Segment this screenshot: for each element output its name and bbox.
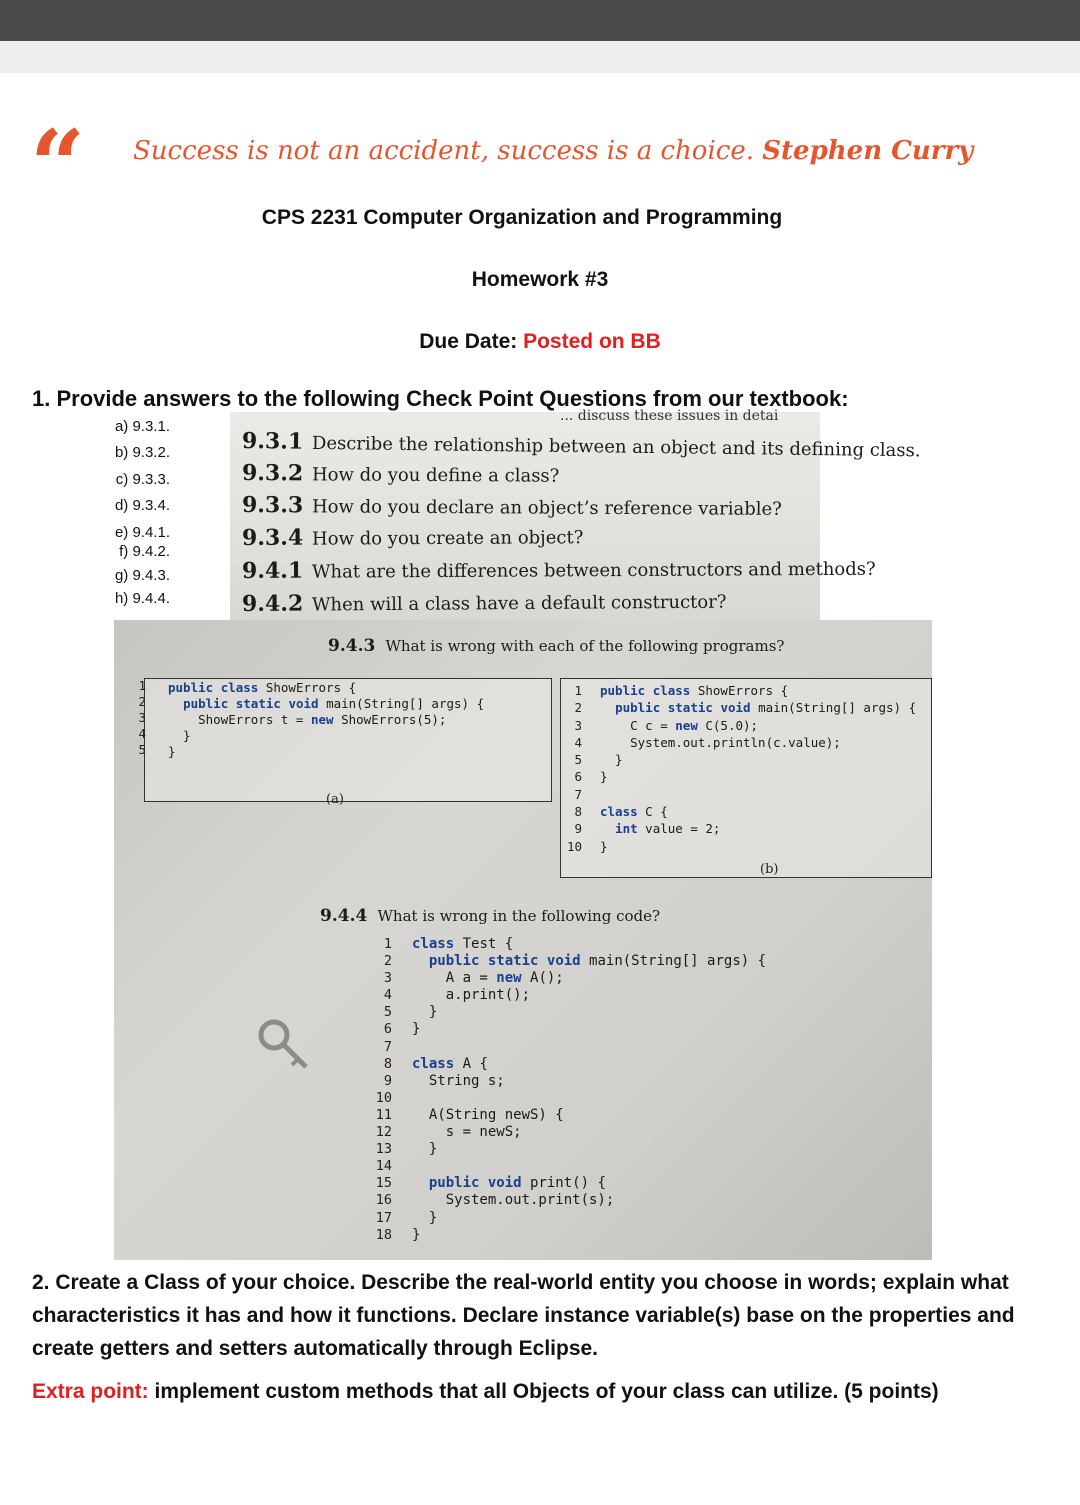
code-line: public static void main(String[] args) {	[183, 696, 485, 711]
code-line: s = newS;	[412, 1124, 522, 1141]
code-line: }	[600, 752, 623, 768]
code-line: }	[412, 1226, 421, 1243]
line-number: 2	[574, 700, 582, 716]
code-line: A(String newS) {	[412, 1106, 564, 1123]
code-line: public static void main(String[] args) {	[615, 700, 917, 716]
code-line	[412, 1158, 766, 1175]
code-line: C c = new C(5.0);	[600, 717, 759, 733]
line-number: 16	[375, 1192, 392, 1209]
key-icon	[254, 1015, 314, 1075]
extra-point-text: implement custom methods that all Objects of your class can utilize. (5 points)	[154, 1380, 939, 1403]
line-number: 5	[383, 1004, 392, 1021]
textbook-question-944	[320, 906, 660, 926]
code-line: public class ShowErrors {	[168, 680, 357, 695]
line-numbers-b	[566, 682, 582, 855]
list-item: e) 9.4.1.	[114, 524, 170, 541]
textbook-cutoff-text: ... discuss these issues in detai	[560, 408, 779, 424]
list-item: b) 9.3.2.	[114, 444, 170, 461]
line-number: 14	[375, 1158, 392, 1175]
line-numbers-c	[372, 936, 392, 1244]
question-text: How do you declare an object’s reference variable?	[311, 496, 782, 520]
question-2: 2. Create a Class of your choice. Describe the real-world entity you choose in words; explain what characteristics it has and how it functions. Declare instance variable(s) base on the properties and create getters and setters automatically through Eclipse.	[32, 1271, 1015, 1360]
code-line	[600, 786, 916, 803]
line-number: 8	[383, 1055, 392, 1072]
code-line: A a = new A();	[412, 970, 564, 987]
label-a: (a)	[326, 792, 344, 807]
line-number: 10	[566, 838, 582, 854]
line-number: 6	[383, 1021, 392, 1038]
list-item: c) 9.3.3.	[115, 471, 170, 488]
extra-point-label: Extra point:	[32, 1380, 149, 1403]
line-number: 2	[138, 694, 146, 709]
textbook-photo-main	[114, 620, 932, 1260]
list-item: h) 9.4.4.	[114, 590, 170, 607]
code-line: a.print();	[412, 987, 531, 1004]
line-number: 3	[383, 970, 392, 987]
code-line: public static void main(String[] args) {	[428, 953, 767, 970]
question-number: 9.3.3	[241, 492, 304, 519]
list-item: d) 9.3.4.	[114, 497, 170, 514]
code-line: System.out.print(s);	[412, 1192, 615, 1209]
code-line: }	[600, 769, 608, 785]
list-item: g) 9.4.3.	[114, 567, 170, 584]
textbook-question	[242, 523, 583, 551]
due-value: Posted on BB	[523, 330, 661, 353]
question-number: 9.4.1	[241, 557, 304, 584]
question-text: How do you create an object?	[311, 527, 584, 550]
code-line: }	[412, 1209, 438, 1226]
textbook-question	[242, 492, 782, 521]
line-number: 15	[375, 1175, 392, 1192]
code-c	[412, 936, 766, 1244]
line-number: 3	[138, 710, 146, 725]
line-number: 7	[383, 1038, 392, 1055]
code-line	[412, 1090, 766, 1107]
line-number: 4	[138, 726, 146, 741]
question-number: 9.3.2	[241, 460, 304, 487]
code-line: class Test {	[412, 936, 514, 952]
list-item: f) 9.4.2.	[119, 543, 170, 560]
course-title: CPS 2231 Computer Organization and Programming	[261, 206, 783, 229]
code-b	[600, 682, 916, 855]
quote-author: Stephen Curry	[762, 136, 974, 166]
line-number: 9	[574, 821, 582, 837]
question-text: When will a class have a default constructor?	[311, 591, 727, 616]
code-line: String s;	[412, 1072, 505, 1089]
line-number: 3	[574, 717, 582, 733]
list-item: a) 9.3.1.	[114, 418, 170, 435]
question-text: What is wrong in the following code?	[377, 907, 661, 925]
line-number: 1	[574, 683, 582, 698]
quote-mark-icon: “	[30, 109, 86, 222]
code-line: public class ShowErrors {	[600, 683, 789, 698]
question-text: How do you define a class?	[311, 464, 560, 487]
question-number: 9.4.2	[241, 590, 304, 617]
line-number: 1	[383, 936, 392, 952]
extra-point	[32, 1380, 939, 1404]
line-number: 5	[574, 752, 582, 768]
window-sub-bar	[0, 41, 1080, 73]
line-number: 10	[375, 1089, 392, 1106]
line-number: 4	[383, 987, 392, 1004]
code-line: }	[412, 1004, 438, 1021]
due-label: Due Date:	[419, 330, 518, 353]
line-number: 8	[574, 804, 582, 820]
line-number: 7	[574, 786, 582, 802]
textbook-question	[242, 460, 559, 488]
question-number: 9.4.4	[320, 906, 368, 926]
code-line: }	[600, 838, 608, 854]
line-number: 13	[375, 1141, 392, 1158]
code-line: System.out.println(c.value);	[600, 734, 841, 750]
line-number: 4	[574, 734, 582, 750]
line-number: 11	[375, 1106, 392, 1123]
line-number: 6	[574, 769, 582, 785]
line-number: 17	[375, 1209, 392, 1226]
code-a	[168, 680, 484, 760]
line-number: 9	[383, 1072, 392, 1089]
line-number: 18	[375, 1226, 392, 1243]
question-text: What are the differences between constructors and methods?	[311, 558, 876, 583]
homework-title: Homework #3	[471, 268, 609, 291]
code-line: }	[168, 728, 191, 743]
question-number: 9.3.1	[241, 428, 304, 455]
textbook-question	[242, 555, 876, 584]
textbook-photo-top	[230, 408, 921, 622]
code-line: }	[168, 744, 176, 759]
textbook-question-943	[328, 636, 784, 656]
line-number: 1	[138, 678, 146, 693]
code-line: public void print() {	[428, 1175, 606, 1192]
question-1-heading: 1. Provide answers to the following Check Point Questions from our textbook:	[32, 386, 849, 411]
label-b: (b)	[760, 862, 779, 877]
code-line: class A {	[412, 1055, 488, 1072]
question-text: What is wrong with each of the following programs?	[385, 637, 785, 655]
due-date	[0, 330, 1080, 354]
code-line	[412, 1039, 766, 1056]
code-line: }	[412, 1141, 438, 1158]
quote	[133, 136, 973, 166]
line-number: 5	[138, 742, 146, 757]
code-line: class C {	[600, 804, 668, 820]
question-number: 9.4.3	[328, 636, 376, 656]
window-top-bar	[0, 0, 1080, 41]
code-line: ShowErrors t = new ShowErrors(5);	[168, 712, 447, 727]
line-number: 12	[375, 1124, 392, 1141]
code-line: }	[412, 1021, 421, 1038]
quote-text: Success is not an accident, success is a choice.	[133, 136, 754, 166]
line-numbers-a	[130, 678, 146, 758]
question-text: Describe the relationship between an object and its defining class.	[311, 432, 921, 462]
question-number: 9.3.4	[241, 524, 304, 551]
line-number: 2	[383, 953, 392, 970]
code-line: int value = 2;	[615, 821, 721, 837]
textbook-question	[242, 588, 727, 617]
